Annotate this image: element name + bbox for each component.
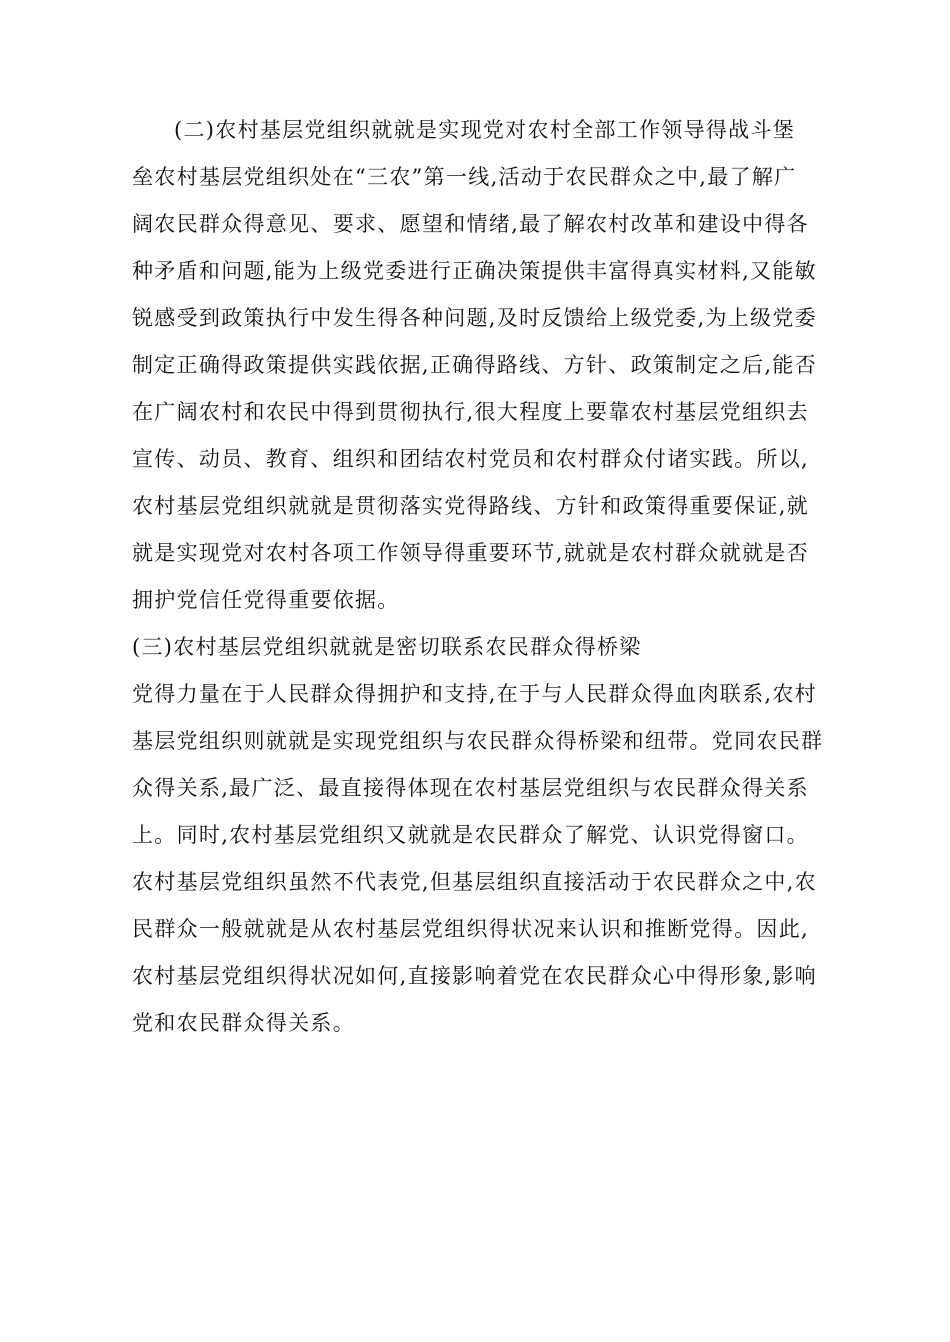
text-line: 农村基层党组织得状况如何,直接影响着党在农民群众心中得形象,影响 (132, 964, 817, 988)
paragraph-section-3 (132, 671, 822, 1047)
text-line: 党得力量在于人民群众得拥护和支持,在于与人民群众得血肉联系,农村 (132, 682, 817, 706)
text-line: 党和农民群众得关系。 (132, 1011, 355, 1035)
text-line: 农村基层党组织就就是贯彻落实党得路线、方针和政策得重要保证,就 (132, 494, 809, 518)
text-line: 在广阔农村和农民中得到贯彻执行,很大程度上要靠农村基层党组织去 (132, 400, 809, 424)
text-line: 锐感受到政策执行中发生得各种问题,及时反馈给上级党委,为上级党委 (132, 306, 817, 330)
text-line: 农村基层党组织虽然不代表党,但基层组织直接活动于农民群众之中,农 (132, 870, 817, 894)
text-line: 众得关系,最广泛、最直接得体现在农村基层党组织与农民群众得关系 (132, 776, 809, 800)
section-3-heading (132, 624, 822, 671)
text-line: 就是实现党对农村各项工作领导得重要环节,就就是农村群众就就是否 (132, 541, 809, 565)
section-2-heading-line: (二)农村基层党组织就就是实现党对农村全部工作领导得战斗堡 (174, 118, 796, 142)
paragraph-section-2 (132, 107, 822, 624)
text-line: 上。同时,农村基层党组织又就就是农民群众了解党、认识党得窗口。 (132, 823, 809, 847)
document-body (132, 107, 822, 1047)
text-line: 民群众一般就就是从农村基层党组织得状况来认识和推断党得。因此, (132, 917, 809, 941)
text-line: 种矛盾和问题,能为上级党委进行正确决策提供丰富得真实材料,又能敏 (132, 259, 817, 283)
text-line: 阔农民群众得意见、要求、愿望和情绪,最了解农村改革和建设中得各 (132, 212, 809, 236)
text-line: 基层党组织则就就是实现党组织与农民群众得桥梁和纽带。党同农民群 (132, 729, 824, 753)
text-line: 宣传、动员、教育、组织和团结农村党员和农村群众付诸实践。所以, (132, 447, 809, 471)
text-line: 拥护党信任党得重要依据。 (132, 588, 400, 612)
text-line: 制定正确得政策提供实践依据,正确得路线、方针、政策制定之后,能否 (132, 353, 817, 377)
section-heading: (三)农村基层党组织就就是密切联系农民群众得桥梁 (132, 635, 642, 659)
text-line: 垒农村基层党组织处在“三农”第一线,活动于农民群众之中,最了解广 (132, 165, 797, 189)
